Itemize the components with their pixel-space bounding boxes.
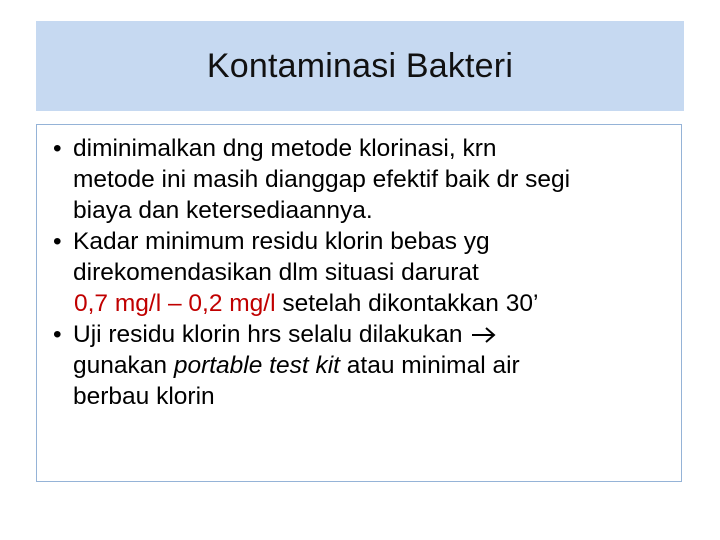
- contact-time-text: setelah dikontakkan 30’: [275, 290, 539, 317]
- bullet-item-chlorination: [49, 133, 679, 226]
- content-box: [36, 124, 682, 482]
- bullet-marker: •: [53, 228, 62, 255]
- title-bar: [36, 21, 684, 111]
- bullet-text-line: [73, 319, 679, 350]
- bullet-item-chlorine-test: [49, 319, 679, 412]
- test-instruction-text: Uji residu klorin hrs selalu dilakukan: [73, 321, 470, 348]
- bullet-marker: •: [53, 321, 62, 348]
- bullet-text-line: metode ini masih dianggap efektif baik dr segi: [73, 166, 571, 193]
- right-arrow-icon: [471, 326, 497, 344]
- bullet-text-line: Kadar minimum residu klorin bebas yg: [73, 228, 490, 255]
- portable-test-kit-text: portable test kit: [173, 352, 340, 379]
- bullet-text-line: [73, 350, 679, 381]
- bullet-marker: •: [53, 135, 62, 162]
- test-kit-prefix: gunakan: [73, 352, 174, 379]
- slide-title: Kontaminasi Bakteri: [206, 46, 514, 85]
- bullet-text-line: berbau klorin: [73, 383, 215, 410]
- bullet-text-line: biaya dan ketersediaannya.: [73, 197, 373, 224]
- bullet-text-line: [73, 288, 679, 319]
- bullet-list: [49, 133, 679, 412]
- bullet-item-residual-chlorine: [49, 226, 679, 319]
- bullet-text-line: diminimalkan dng metode klorinasi, krn: [73, 135, 497, 162]
- test-kit-suffix: atau minimal air: [339, 352, 520, 379]
- bullet-text-line: direkomendasikan dlm situasi darurat: [73, 259, 479, 286]
- highlighted-concentration: 0,7 mg/l – 0,2 mg/l: [74, 290, 276, 317]
